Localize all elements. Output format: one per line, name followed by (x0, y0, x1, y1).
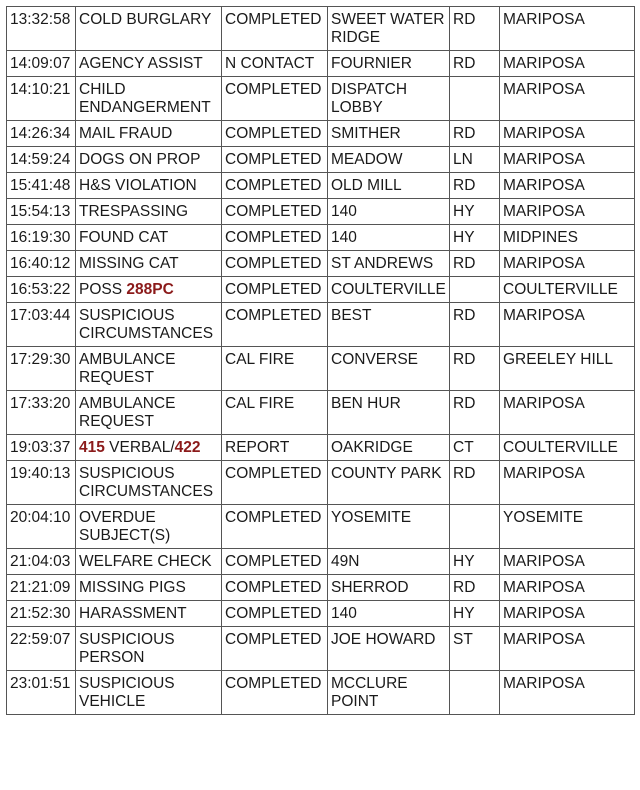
time-cell: 19:03:37 (7, 435, 76, 461)
street-suffix-cell: CT (450, 435, 500, 461)
time-cell: 19:40:13 (7, 461, 76, 505)
table-row (7, 391, 635, 435)
call-log-sheet (6, 6, 634, 715)
incident-cell (76, 671, 222, 715)
street-suffix-cell: RD (450, 391, 500, 435)
incident-text: OVERDUE SUBJECT(S) (79, 509, 171, 544)
incident-cell (76, 303, 222, 347)
disposition-cell: COMPLETED (222, 225, 328, 251)
street-cell: CONVERSE (328, 347, 450, 391)
call-log-table (6, 6, 635, 715)
time-cell: 21:04:03 (7, 549, 76, 575)
street-suffix-cell: RD (450, 251, 500, 277)
time-cell: 14:09:07 (7, 51, 76, 77)
city-cell: MARIPOSA (500, 147, 635, 173)
street-cell: JOE HOWARD (328, 627, 450, 671)
street-cell: 140 (328, 199, 450, 225)
disposition-cell: COMPLETED (222, 601, 328, 627)
table-row (7, 347, 635, 391)
city-cell: COULTERVILLE (500, 435, 635, 461)
time-cell: 13:32:58 (7, 7, 76, 51)
street-cell: DISPATCH LOBBY (328, 77, 450, 121)
city-cell: MARIPOSA (500, 601, 635, 627)
disposition-cell: COMPLETED (222, 173, 328, 199)
street-cell: YOSEMITE (328, 505, 450, 549)
disposition-cell: COMPLETED (222, 461, 328, 505)
street-cell: SMITHER (328, 121, 450, 147)
table-row (7, 225, 635, 251)
incident-cell (76, 391, 222, 435)
disposition-cell: COMPLETED (222, 575, 328, 601)
time-cell: 17:33:20 (7, 391, 76, 435)
city-cell: GREELEY HILL (500, 347, 635, 391)
disposition-cell: CAL FIRE (222, 347, 328, 391)
disposition-cell: COMPLETED (222, 77, 328, 121)
incident-cell (76, 601, 222, 627)
table-row (7, 121, 635, 147)
city-cell: MARIPOSA (500, 549, 635, 575)
disposition-cell: COMPLETED (222, 505, 328, 549)
incident-text: HARASSMENT (79, 605, 187, 622)
city-cell: MARIPOSA (500, 51, 635, 77)
street-suffix-cell: HY (450, 601, 500, 627)
street-suffix-cell (450, 505, 500, 549)
time-cell: 20:04:10 (7, 505, 76, 549)
time-cell: 14:10:21 (7, 77, 76, 121)
penal-code: 415 (79, 439, 105, 456)
disposition-cell: REPORT (222, 435, 328, 461)
street-cell: COUNTY PARK (328, 461, 450, 505)
street-cell: SWEET WATER RIDGE (328, 7, 450, 51)
street-cell: MEADOW (328, 147, 450, 173)
time-cell: 21:21:09 (7, 575, 76, 601)
street-cell: COULTERVILLE (328, 277, 450, 303)
street-suffix-cell: RD (450, 7, 500, 51)
disposition-cell: COMPLETED (222, 251, 328, 277)
city-cell: MARIPOSA (500, 121, 635, 147)
street-suffix-cell (450, 671, 500, 715)
incident-text: AGENCY ASSIST (79, 55, 203, 72)
incident-text: WELFARE CHECK (79, 553, 212, 570)
incident-cell (76, 173, 222, 199)
incident-text: POSS (79, 281, 127, 298)
street-suffix-cell: HY (450, 199, 500, 225)
time-cell: 23:01:51 (7, 671, 76, 715)
street-suffix-cell: ST (450, 627, 500, 671)
city-cell: MARIPOSA (500, 173, 635, 199)
time-cell: 17:29:30 (7, 347, 76, 391)
incident-cell (76, 7, 222, 51)
table-row (7, 601, 635, 627)
street-cell: 140 (328, 601, 450, 627)
time-cell: 16:53:22 (7, 277, 76, 303)
table-row (7, 199, 635, 225)
street-suffix-cell: RD (450, 51, 500, 77)
table-row (7, 77, 635, 121)
table-row (7, 671, 635, 715)
incident-text: FOUND CAT (79, 229, 169, 246)
street-cell: BEST (328, 303, 450, 347)
street-suffix-cell: RD (450, 575, 500, 601)
street-cell: BEN HUR (328, 391, 450, 435)
incident-text: MISSING PIGS (79, 579, 186, 596)
disposition-cell: COMPLETED (222, 627, 328, 671)
city-cell: MARIPOSA (500, 77, 635, 121)
street-cell: 140 (328, 225, 450, 251)
call-log-body (7, 7, 635, 715)
time-cell: 17:03:44 (7, 303, 76, 347)
incident-text: H&S VIOLATION (79, 177, 197, 194)
disposition-cell: CAL FIRE (222, 391, 328, 435)
disposition-cell: N CONTACT (222, 51, 328, 77)
incident-text: DOGS ON PROP (79, 151, 201, 168)
table-row (7, 435, 635, 461)
incident-cell (76, 277, 222, 303)
penal-code: 288PC (126, 281, 174, 298)
city-cell: MARIPOSA (500, 7, 635, 51)
disposition-cell: COMPLETED (222, 147, 328, 173)
time-cell: 15:41:48 (7, 173, 76, 199)
street-cell: ST ANDREWS (328, 251, 450, 277)
incident-cell (76, 575, 222, 601)
street-cell: OAKRIDGE (328, 435, 450, 461)
city-cell: MARIPOSA (500, 251, 635, 277)
city-cell: MARIPOSA (500, 303, 635, 347)
time-cell: 22:59:07 (7, 627, 76, 671)
street-cell: OLD MILL (328, 173, 450, 199)
incident-cell (76, 461, 222, 505)
street-suffix-cell: RD (450, 121, 500, 147)
disposition-cell: COMPLETED (222, 549, 328, 575)
street-suffix-cell: RD (450, 347, 500, 391)
time-cell: 14:26:34 (7, 121, 76, 147)
disposition-cell: COMPLETED (222, 199, 328, 225)
street-suffix-cell: RD (450, 461, 500, 505)
incident-cell (76, 121, 222, 147)
street-suffix-cell: RD (450, 173, 500, 199)
city-cell: YOSEMITE (500, 505, 635, 549)
disposition-cell: COMPLETED (222, 7, 328, 51)
incident-text: SUSPICIOUS PERSON (79, 631, 175, 666)
incident-text: MAIL FRAUD (79, 125, 173, 142)
table-row (7, 627, 635, 671)
incident-cell (76, 251, 222, 277)
city-cell: MIDPINES (500, 225, 635, 251)
incident-text: TRESPASSING (79, 203, 189, 220)
table-row (7, 7, 635, 51)
table-row (7, 277, 635, 303)
street-suffix-cell: HY (450, 549, 500, 575)
table-row (7, 461, 635, 505)
time-cell: 16:40:12 (7, 251, 76, 277)
table-row (7, 505, 635, 549)
incident-text: SUSPICIOUS CIRCUMSTANCES (79, 465, 214, 500)
city-cell: MARIPOSA (500, 461, 635, 505)
street-cell: FOURNIER (328, 51, 450, 77)
incident-cell (76, 505, 222, 549)
table-row (7, 51, 635, 77)
table-row (7, 303, 635, 347)
incident-text: CHILD ENDANGERMENT (79, 81, 211, 116)
incident-cell (76, 435, 222, 461)
time-cell: 16:19:30 (7, 225, 76, 251)
incident-cell (76, 199, 222, 225)
city-cell: MARIPOSA (500, 627, 635, 671)
disposition-cell: COMPLETED (222, 671, 328, 715)
disposition-cell: COMPLETED (222, 121, 328, 147)
incident-text: MISSING CAT (79, 255, 179, 272)
city-cell: MARIPOSA (500, 391, 635, 435)
table-row (7, 251, 635, 277)
incident-cell (76, 147, 222, 173)
incident-cell (76, 627, 222, 671)
incident-text: COLD BURGLARY (79, 11, 212, 28)
penal-code: 422 (174, 439, 201, 456)
time-cell: 15:54:13 (7, 199, 76, 225)
street-suffix-cell (450, 277, 500, 303)
table-row (7, 173, 635, 199)
incident-text: VERBAL/ (104, 439, 175, 456)
city-cell: MARIPOSA (500, 575, 635, 601)
incident-cell (76, 549, 222, 575)
street-cell: SHERROD (328, 575, 450, 601)
street-suffix-cell (450, 77, 500, 121)
incident-cell (76, 51, 222, 77)
city-cell: MARIPOSA (500, 671, 635, 715)
city-cell: COULTERVILLE (500, 277, 635, 303)
street-cell: MCCLURE POINT (328, 671, 450, 715)
time-cell: 14:59:24 (7, 147, 76, 173)
incident-text: AMBULANCE REQUEST (79, 351, 176, 386)
incident-cell (76, 77, 222, 121)
street-suffix-cell: RD (450, 303, 500, 347)
incident-text: SUSPICIOUS VEHICLE (79, 675, 175, 710)
time-cell: 21:52:30 (7, 601, 76, 627)
table-row (7, 549, 635, 575)
street-cell: 49N (328, 549, 450, 575)
table-row (7, 575, 635, 601)
disposition-cell: COMPLETED (222, 303, 328, 347)
disposition-cell: COMPLETED (222, 277, 328, 303)
table-row (7, 147, 635, 173)
street-suffix-cell: LN (450, 147, 500, 173)
incident-text: AMBULANCE REQUEST (79, 395, 176, 430)
incident-cell (76, 347, 222, 391)
incident-text: SUSPICIOUS CIRCUMSTANCES (79, 307, 214, 342)
city-cell: MARIPOSA (500, 199, 635, 225)
incident-cell (76, 225, 222, 251)
street-suffix-cell: HY (450, 225, 500, 251)
